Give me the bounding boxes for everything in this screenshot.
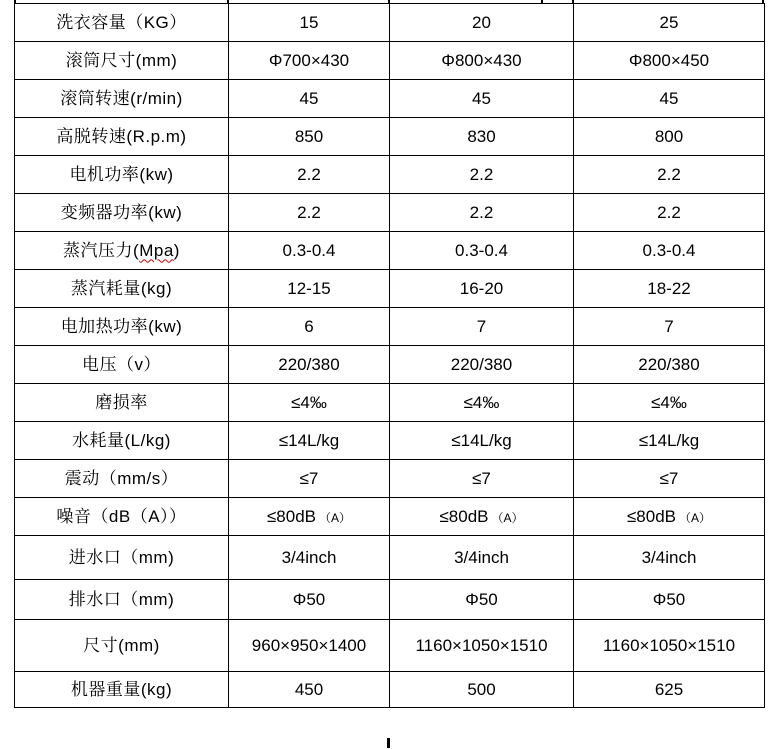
spec-label: 洗衣容量（KG） <box>15 4 229 42</box>
value-text: ≤80dB <box>439 506 489 526</box>
spec-value <box>574 118 765 156</box>
value-text: 6 <box>304 316 314 336</box>
value-text: 625 <box>654 679 684 699</box>
spec-value <box>574 460 765 498</box>
label-text: 蒸汽压力( <box>63 240 140 260</box>
value-text: 220/380 <box>450 354 513 374</box>
value-suffix: （A） <box>679 510 712 525</box>
spec-value <box>390 460 574 498</box>
spec-value <box>229 498 390 536</box>
value-suffix: （A） <box>319 510 352 525</box>
value-text: ≤14L/kg <box>451 430 512 450</box>
table-row <box>15 672 765 708</box>
spec-label: 电加热功率(kw) <box>15 308 229 346</box>
value-text: ≤4‰ <box>291 392 327 412</box>
value-text: ≤14L/kg <box>278 430 340 450</box>
spec-value <box>390 80 574 118</box>
value-text: 3/4inch <box>281 547 337 567</box>
value-text: Φ50 <box>652 589 686 609</box>
spec-value <box>229 194 390 232</box>
value-text: 2.2 <box>469 202 494 222</box>
value-text: 450 <box>294 679 324 699</box>
spec-value <box>390 156 574 194</box>
value-text: 12-15 <box>287 278 331 298</box>
spec-value <box>390 384 574 422</box>
spec-value <box>229 42 390 80</box>
spec-value <box>390 308 574 346</box>
spec-label: 电压（v） <box>15 346 229 384</box>
spec-value <box>229 620 390 672</box>
spec-value <box>390 422 574 460</box>
value-suffix: （A） <box>491 510 524 525</box>
spec-label: 蒸汽耗量(kg) <box>15 270 229 308</box>
value-text: 2.2 <box>657 202 681 222</box>
table-row <box>15 460 765 498</box>
spec-value <box>390 536 574 580</box>
spec-value <box>390 672 574 708</box>
value-text: 0.3-0.4 <box>455 240 508 260</box>
value-text: Φ50 <box>465 589 498 609</box>
spec-value <box>574 232 765 270</box>
spec-label: 机器重量(kg) <box>15 672 229 708</box>
value-text: ≤14L/kg <box>638 430 700 450</box>
spec-value <box>390 194 574 232</box>
value-text: ≤80dB <box>626 506 677 526</box>
spec-value <box>574 672 765 708</box>
spec-label: 磨损率 <box>15 384 229 422</box>
spec-value <box>574 270 765 308</box>
value-text: 25 <box>659 12 679 32</box>
value-text: Φ50 <box>292 589 326 609</box>
value-text: 20 <box>472 12 491 32</box>
value-text: 2.2 <box>297 164 321 184</box>
value-text: ≤80dB <box>266 506 317 526</box>
spec-label: 尺寸(mm) <box>15 620 229 672</box>
spec-value <box>574 308 765 346</box>
value-text: ≤7 <box>299 468 319 488</box>
spec-value <box>229 156 390 194</box>
spec-value <box>229 580 390 620</box>
table-row <box>15 620 765 672</box>
spec-value <box>574 384 765 422</box>
value-text: ≤4‰ <box>463 392 500 412</box>
spec-value <box>229 672 390 708</box>
table-row <box>15 4 765 42</box>
spec-value <box>390 580 574 620</box>
value-text: ≤7 <box>659 468 679 488</box>
table-row <box>15 194 765 232</box>
spec-label <box>15 232 229 270</box>
value-text: 2.2 <box>297 202 321 222</box>
value-text: 3/4inch <box>454 547 509 567</box>
value-text: Φ700×430 <box>268 50 350 70</box>
spec-value <box>574 620 765 672</box>
spec-label: 高脱转速(R.p.m) <box>15 118 229 156</box>
table-row <box>15 118 765 156</box>
misspelled-word: Mpa <box>139 240 174 260</box>
value-text: 7 <box>476 316 487 336</box>
spec-value <box>574 156 765 194</box>
value-text: 7 <box>664 316 674 336</box>
value-text: 2.2 <box>657 164 681 184</box>
spec-value <box>574 580 765 620</box>
spec-value <box>229 270 390 308</box>
value-text: 830 <box>467 126 496 146</box>
value-text: 45 <box>472 88 491 108</box>
value-text: 45 <box>299 88 319 108</box>
spec-value <box>229 536 390 580</box>
table-row <box>15 308 765 346</box>
value-text: 3/4inch <box>641 547 697 567</box>
spec-value <box>390 498 574 536</box>
spec-label: 进水口（mm) <box>15 536 229 580</box>
table-row <box>15 270 765 308</box>
value-text: Φ800×450 <box>628 50 710 70</box>
table-row <box>15 580 765 620</box>
spec-label: 排水口（mm) <box>15 580 229 620</box>
spec-value <box>229 118 390 156</box>
table-row <box>15 42 765 80</box>
spec-value <box>390 346 574 384</box>
value-text: ≤7 <box>472 468 491 488</box>
value-text: 800 <box>654 126 684 146</box>
spec-label: 变频器功率(kw) <box>15 194 229 232</box>
spec-value <box>574 536 765 580</box>
value-text: Φ800×430 <box>441 50 522 70</box>
spec-value <box>229 346 390 384</box>
value-text: 0.3-0.4 <box>282 240 336 260</box>
spec-value <box>229 80 390 118</box>
value-text: 220/380 <box>638 354 700 374</box>
value-text: 220/380 <box>278 354 340 374</box>
value-text: 15 <box>299 12 319 32</box>
value-text: 18-22 <box>647 278 691 298</box>
spec-value <box>390 4 574 42</box>
spec-value <box>390 232 574 270</box>
label-text: ) <box>173 240 180 260</box>
value-text: 850 <box>294 126 324 146</box>
value-text: 1160×1050×1510 <box>415 635 548 655</box>
spec-value <box>390 118 574 156</box>
text-cursor <box>387 738 390 748</box>
table-row <box>15 384 765 422</box>
spec-value <box>229 308 390 346</box>
spec-value <box>390 42 574 80</box>
spec-value <box>390 270 574 308</box>
table-row <box>15 536 765 580</box>
spec-table <box>14 3 765 708</box>
spec-value <box>574 42 765 80</box>
spec-value <box>229 232 390 270</box>
value-text: 960×950×1400 <box>251 635 367 655</box>
spec-label: 水耗量(L/kg) <box>15 422 229 460</box>
table-row <box>15 156 765 194</box>
spec-value <box>574 194 765 232</box>
spec-value <box>574 422 765 460</box>
value-text: 16-20 <box>459 278 504 298</box>
table-row <box>15 498 765 536</box>
spec-value <box>229 460 390 498</box>
table-row <box>15 80 765 118</box>
spec-label: 电机功率(kw) <box>15 156 229 194</box>
spec-label: 震动（mm/s） <box>15 460 229 498</box>
value-text: 2.2 <box>469 164 494 184</box>
spec-value <box>229 384 390 422</box>
spec-label: 滚筒尺寸(mm) <box>15 42 229 80</box>
spec-label: 噪音（dB（A）） <box>15 498 229 536</box>
value-text: 45 <box>659 88 679 108</box>
table-row <box>15 422 765 460</box>
spec-value <box>390 620 574 672</box>
value-text: ≤4‰ <box>651 392 687 412</box>
value-text: 500 <box>467 679 496 699</box>
spec-value <box>574 346 765 384</box>
spec-value <box>229 4 390 42</box>
spec-value <box>574 80 765 118</box>
value-text: 0.3-0.4 <box>642 240 696 260</box>
table-row <box>15 232 765 270</box>
spec-value <box>229 422 390 460</box>
spec-label: 滚筒转速(r/min) <box>15 80 229 118</box>
value-text: 1160×1050×1510 <box>602 635 736 655</box>
spec-value <box>574 498 765 536</box>
table-row <box>15 346 765 384</box>
spec-value <box>574 4 765 42</box>
